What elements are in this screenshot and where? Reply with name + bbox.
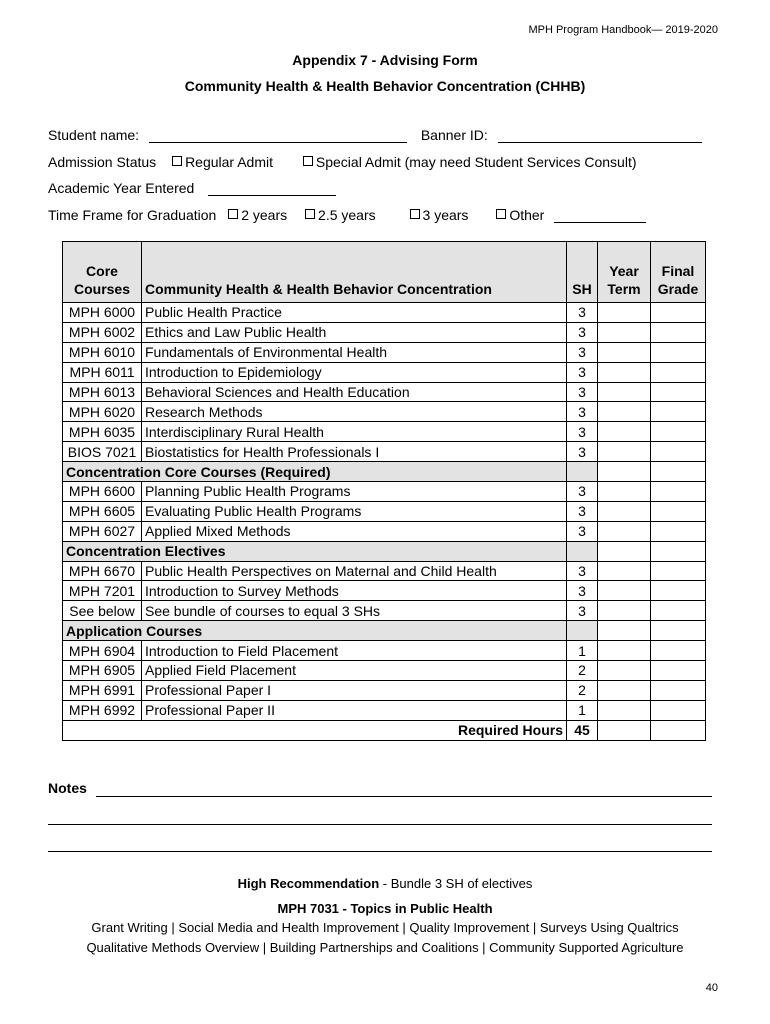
core-courses-header xyxy=(63,242,142,303)
course-title: Applied Field Placement xyxy=(142,661,567,681)
admission-status-label: Admission Status xyxy=(48,154,157,170)
section-row xyxy=(63,621,706,641)
section-application: Application Courses xyxy=(63,621,567,641)
regular-admit-label: Regular Admit xyxy=(185,154,273,170)
course-sh: 3 xyxy=(567,382,598,402)
sh-header: SH xyxy=(567,242,598,303)
table-header-row xyxy=(63,242,706,303)
course-code: MPH 6013 xyxy=(63,382,142,402)
final-header-line2: Grade xyxy=(657,281,699,297)
course-sh: 3 xyxy=(567,482,598,502)
year-header-line1: Year xyxy=(609,263,639,279)
year-term-cell[interactable] xyxy=(598,641,651,661)
course-title: Introduction to Epidemiology xyxy=(142,362,567,382)
academic-year-row xyxy=(48,180,336,196)
course-code: MPH 6035 xyxy=(63,422,142,442)
final-grade-cell[interactable] xyxy=(651,601,706,621)
core-header-line1: Core xyxy=(86,263,118,279)
year-term-cell[interactable] xyxy=(598,661,651,681)
notes-line-1[interactable] xyxy=(96,796,712,797)
course-row xyxy=(63,322,706,342)
notes-label: Notes xyxy=(48,780,87,796)
course-title: Introduction to Field Placement xyxy=(142,641,567,661)
course-sh: 3 xyxy=(567,581,598,601)
final-grade-cell[interactable] xyxy=(651,700,706,720)
total-year-cell xyxy=(598,720,651,740)
section-electives: Concentration Electives xyxy=(63,541,567,561)
course-title: Applied Mixed Methods xyxy=(142,521,567,541)
course-row xyxy=(63,661,706,681)
final-header-line1: Final xyxy=(661,263,695,279)
course-row xyxy=(63,342,706,362)
course-row xyxy=(63,402,706,422)
course-code: MPH 6905 xyxy=(63,661,142,681)
course-title: Biostatistics for Health Professionals I xyxy=(142,442,567,462)
course-row xyxy=(63,482,706,502)
regular-admit-checkbox[interactable] xyxy=(172,156,182,166)
recommendation-rest: - Bundle 3 SH of electives xyxy=(379,876,533,891)
course-sh: 1 xyxy=(567,700,598,720)
course-sh: 3 xyxy=(567,442,598,462)
topics-line-2: Qualitative Methods Overview | Building Partnerships and Coalitions | Community Supported Agriculture xyxy=(86,940,684,955)
course-title: Ethics and Law Public Health xyxy=(142,322,567,342)
year-term-cell[interactable] xyxy=(598,322,651,342)
year-header-line2: Term xyxy=(607,281,641,297)
two-half-years-label: 2.5 years xyxy=(318,207,376,223)
course-title: Research Methods xyxy=(142,402,567,422)
year-term-header xyxy=(598,242,651,303)
final-grade-cell[interactable] xyxy=(651,661,706,681)
course-title: Professional Paper II xyxy=(142,700,567,720)
year-term-cell[interactable] xyxy=(598,342,651,362)
final-grade-cell[interactable] xyxy=(651,382,706,402)
running-header: MPH Program Handbook— 2019-2020 xyxy=(528,24,718,36)
time-frame-row xyxy=(48,207,646,223)
course-code: MPH 6904 xyxy=(63,641,142,661)
two-years-label: 2 years xyxy=(241,207,288,223)
course-code: MPH 6010 xyxy=(63,342,142,362)
course-row xyxy=(63,601,706,621)
course-row xyxy=(63,362,706,382)
final-grade-cell[interactable] xyxy=(651,402,706,422)
section-grade-cell xyxy=(651,462,706,482)
course-sh: 3 xyxy=(567,501,598,521)
form-subtitle: Community Health & Health Behavior Concentration (CHHB) xyxy=(184,78,586,94)
recommendation-bold: High Recommendation xyxy=(237,876,380,891)
course-table-body xyxy=(63,242,706,741)
recommended-course: MPH 7031 - Topics in Public Health xyxy=(277,901,493,916)
course-title: Professional Paper I xyxy=(142,680,567,700)
section-sh-cell xyxy=(567,462,598,482)
course-code: MPH 6011 xyxy=(63,362,142,382)
academic-year-line[interactable] xyxy=(208,181,336,196)
course-code: MPH 7201 xyxy=(63,581,142,601)
year-term-cell[interactable] xyxy=(598,561,651,581)
final-grade-cell[interactable] xyxy=(651,482,706,502)
banner-id-label: Banner ID: xyxy=(420,127,488,143)
course-code: MPH 6670 xyxy=(63,561,142,581)
course-code: MPH 6991 xyxy=(63,680,142,700)
other-checkbox[interactable] xyxy=(496,209,506,219)
course-table xyxy=(62,241,706,741)
final-grade-header xyxy=(651,242,706,303)
course-row xyxy=(63,501,706,521)
notes-line-3[interactable] xyxy=(48,851,712,852)
course-sh: 3 xyxy=(567,303,598,323)
special-admit-label: Special Admit (may need Student Services Consult) xyxy=(315,154,637,170)
required-hours-row xyxy=(63,720,706,740)
course-row xyxy=(63,641,706,661)
year-term-cell[interactable] xyxy=(598,581,651,601)
year-term-cell[interactable] xyxy=(598,442,651,462)
core-header-line2: Courses xyxy=(73,281,131,297)
section-row xyxy=(63,541,706,561)
final-grade-cell[interactable] xyxy=(651,442,706,462)
course-sh: 3 xyxy=(567,342,598,362)
final-grade-cell[interactable] xyxy=(651,501,706,521)
final-grade-cell[interactable] xyxy=(651,422,706,442)
required-hours-label: Required Hours xyxy=(63,720,567,740)
year-term-cell[interactable] xyxy=(598,700,651,720)
form-title: Appendix 7 - Advising Form xyxy=(292,52,478,68)
final-grade-cell[interactable] xyxy=(651,561,706,581)
required-hours-value: 45 xyxy=(567,720,598,740)
section-grade-cell xyxy=(651,541,706,561)
final-grade-cell[interactable] xyxy=(651,322,706,342)
final-grade-cell[interactable] xyxy=(651,303,706,323)
final-grade-cell[interactable] xyxy=(651,581,706,601)
student-name-label: Student name: xyxy=(48,127,140,143)
course-row xyxy=(63,382,706,402)
course-title: Public Health Practice xyxy=(142,303,567,323)
course-row xyxy=(63,700,706,720)
course-row xyxy=(63,422,706,442)
concentration-header: Community Health & Health Behavior Concentration xyxy=(142,242,567,303)
section-sh-cell xyxy=(567,621,598,641)
course-code: MPH 6002 xyxy=(63,322,142,342)
section-grade-cell xyxy=(651,621,706,641)
course-sh: 2 xyxy=(567,680,598,700)
section-concentration-core: Concentration Core Courses (Required) xyxy=(63,462,567,482)
notes-line-2[interactable] xyxy=(48,824,712,825)
topics-line-1: Grant Writing | Social Media and Health Improvement | Quality Improvement | Surveys Using Qualtrics xyxy=(91,920,679,935)
course-code: MPH 6000 xyxy=(63,303,142,323)
course-row xyxy=(63,581,706,601)
course-title: Public Health Perspectives on Maternal and Child Health xyxy=(142,561,567,581)
course-sh: 3 xyxy=(567,362,598,382)
year-term-cell[interactable] xyxy=(598,680,651,700)
academic-year-label: Academic Year Entered xyxy=(48,180,195,196)
course-title: Evaluating Public Health Programs xyxy=(142,501,567,521)
course-code: MPH 6992 xyxy=(63,700,142,720)
year-term-cell[interactable] xyxy=(598,482,651,502)
course-row xyxy=(63,680,706,700)
year-term-cell[interactable] xyxy=(598,501,651,521)
total-grade-cell xyxy=(651,720,706,740)
course-code: MPH 6605 xyxy=(63,501,142,521)
course-row xyxy=(63,521,706,541)
year-term-cell[interactable] xyxy=(598,521,651,541)
two-half-years-checkbox[interactable] xyxy=(305,209,315,219)
course-sh: 3 xyxy=(567,422,598,442)
section-sh-cell xyxy=(567,541,598,561)
year-term-cell[interactable] xyxy=(598,382,651,402)
course-sh: 3 xyxy=(567,561,598,581)
course-title: Interdisciplinary Rural Health xyxy=(142,422,567,442)
student-name-row xyxy=(48,127,702,143)
section-year-cell xyxy=(598,621,651,641)
course-code: BIOS 7021 xyxy=(63,442,142,462)
course-row xyxy=(63,442,706,462)
page-number: 40 xyxy=(705,982,718,994)
year-term-cell[interactable] xyxy=(598,402,651,422)
course-title: Planning Public Health Programs xyxy=(142,482,567,502)
other-line[interactable] xyxy=(554,208,646,223)
course-sh: 3 xyxy=(567,601,598,621)
final-grade-cell[interactable] xyxy=(651,342,706,362)
final-grade-cell[interactable] xyxy=(651,521,706,541)
three-years-label: 3 years xyxy=(422,207,469,223)
course-sh: 3 xyxy=(567,322,598,342)
year-term-cell[interactable] xyxy=(598,601,651,621)
course-sh: 3 xyxy=(567,521,598,541)
course-code: MPH 6020 xyxy=(63,402,142,422)
recommendation-line xyxy=(0,876,770,891)
section-row xyxy=(63,462,706,482)
year-term-cell[interactable] xyxy=(598,422,651,442)
course-code: MPH 6600 xyxy=(63,482,142,502)
course-sh: 3 xyxy=(567,402,598,422)
course-row xyxy=(63,561,706,581)
final-grade-cell[interactable] xyxy=(651,680,706,700)
final-grade-cell[interactable] xyxy=(651,641,706,661)
time-frame-label: Time Frame for Graduation xyxy=(48,207,217,223)
course-sh: 1 xyxy=(567,641,598,661)
year-term-cell[interactable] xyxy=(598,362,651,382)
banner-id-line[interactable] xyxy=(498,128,702,143)
course-title: Introduction to Survey Methods xyxy=(142,581,567,601)
student-name-line[interactable] xyxy=(149,128,407,143)
course-row xyxy=(63,303,706,323)
final-grade-cell[interactable] xyxy=(651,362,706,382)
year-term-cell[interactable] xyxy=(598,303,651,323)
course-title: Behavioral Sciences and Health Education xyxy=(142,382,567,402)
course-code: See below xyxy=(63,601,142,621)
two-years-checkbox[interactable] xyxy=(228,209,238,219)
course-sh: 2 xyxy=(567,661,598,681)
three-years-checkbox[interactable] xyxy=(410,209,420,219)
section-year-cell xyxy=(598,541,651,561)
other-label: Other xyxy=(509,207,545,223)
course-title: See bundle of courses to equal 3 SHs xyxy=(142,601,567,621)
special-admit-checkbox[interactable] xyxy=(303,156,313,166)
course-title: Fundamentals of Environmental Health xyxy=(142,342,567,362)
admission-row xyxy=(48,154,637,170)
course-code: MPH 6027 xyxy=(63,521,142,541)
section-year-cell xyxy=(598,462,651,482)
